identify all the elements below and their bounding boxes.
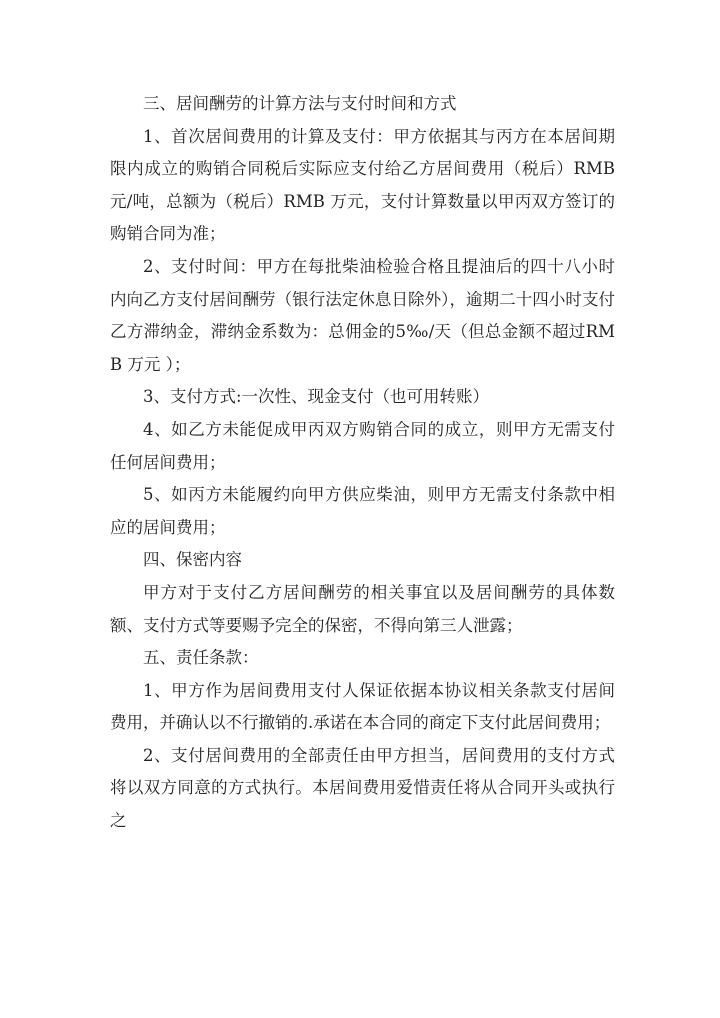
paragraph-payment-time: 2、支付时间：甲方在每批柴油检验合格且提油后的四十八小时内向乙方支付居间酬劳（银行法定休息日除外），逾期二十四小时支付乙方滞纳金，滞纳金系数为：总佣金的5‰/天（但总金额不超过RMB 万元 ）； bbox=[110, 256, 615, 374]
section-heading-liability: 五、责任条款： bbox=[143, 648, 259, 668]
section-heading-confidentiality: 四、保密内容 bbox=[143, 550, 242, 570]
paragraph-no-supply: 5、如丙方未能履约向甲方供应柴油，则甲方无需支付条款中相应的居间费用； bbox=[110, 485, 615, 537]
paragraph-liability-1: 1、甲方作为居间费用支付人保证依据本协议相关条款支付居间费用，并确认以不行撤销的.承诺在本合同的商定下支付此居间费用； bbox=[110, 680, 615, 733]
paragraph-first-fee: 1、首次居间费用的计算及支付：甲方依据其与丙方在本居间期限内成立的购销合同税后实际应支付给乙方居间费用（税后）RMB 元/吨，总额为（税后）RMB 万元，支付计算数量以甲丙双方签订的购销合同为准； bbox=[110, 126, 615, 244]
paragraph-payment-method: 3、支付方式:一次性、现金支付（也可用转账） bbox=[143, 387, 490, 407]
paragraph-confidentiality: 甲方对于支付乙方居间酬劳的相关事宜以及居间酬劳的具体数额、支付方式等要赐予完全的保密，不得向第三人泄露； bbox=[110, 582, 615, 635]
document-body bbox=[110, 88, 615, 838]
paragraph-no-contract: 4、如乙方未能促成甲丙双方购销合同的成立，则甲方无需支付任何居间费用； bbox=[110, 419, 615, 472]
paragraph-liability-2: 2、支付居间费用的全部责任由甲方担当，居间费用的支付方式将以双方同意的方式执行。本居间费用爱惜责任将从合同开头或执行之 bbox=[110, 745, 615, 831]
section-heading-payment: 三、居间酬劳的计算方法与支付时间和方式 bbox=[143, 94, 457, 113]
